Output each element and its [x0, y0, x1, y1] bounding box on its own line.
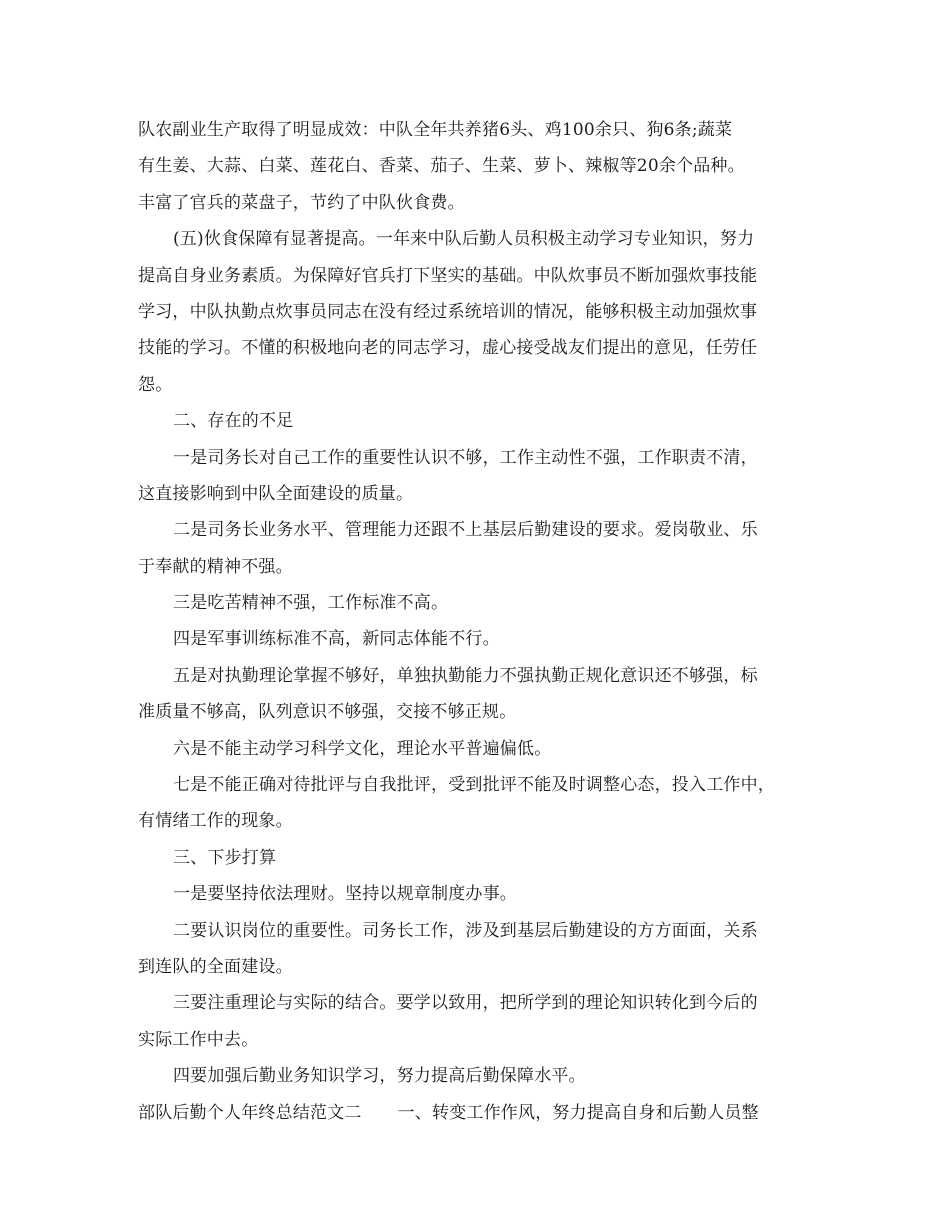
text-line: 学习，中队执勤点炊事员同志在没有经过系统培训的情况，能够积极主动加强炊事	[138, 301, 758, 322]
paragraph-start: 四要加强后勤业务知识学习，努力提高后勤保障水平。	[173, 1066, 586, 1087]
paragraph-start: 四是军事训练标准不高，新同志体能不行。	[173, 629, 500, 650]
text-line: 提高自身业务素质。为保障好官兵打下坚实的基础。中队炊事员不断加强炊事技能	[138, 265, 758, 286]
text-line: 有生姜、大蒜、白菜、莲花白、香菜、茄子、生菜、萝卜、辣椒等20余个品种。	[138, 156, 745, 177]
paragraph-start: 六是不能主动学习科学文化，理论水平普遍偏低。	[173, 738, 552, 759]
document-title-two: 部队后勤个人年终总结范文二	[138, 1102, 362, 1123]
paragraph-start: (五)伙食保障有显著提高。一年来中队后勤人员积极主动学习专业知识，努力	[173, 229, 755, 250]
text-line: 队农副业生产取得了明显成效：中队全年共养猪6头、鸡100余只、狗6条;蔬菜	[138, 120, 733, 140]
paragraph-start: 三要注重理论与实际的结合。要学以致用，把所学到的理论知识转化到今后的	[173, 993, 758, 1014]
paragraph-start: 二是司务长业务水平、管理能力还跟不上基层后勤建设的要求。爱岗敬业、乐	[173, 520, 758, 541]
paragraph-start: 三是吃苦精神不强，工作标准不高。	[173, 593, 449, 614]
title-line	[138, 1095, 828, 1131]
text-line: 于奉献的精神不强。	[138, 556, 293, 577]
text-line: 准质量不够高，队列意识不够强，交接不够正规。	[138, 702, 517, 723]
text-line: 怨。	[138, 374, 173, 395]
text-line: 实际工作中去。	[138, 1029, 259, 1050]
text-line: 技能的学习。不懂的积极地向老的同志学习，虚心接受战友们提出的意见，任劳任	[138, 338, 758, 359]
text-line: 这直接影响到中队全面建设的质量。	[138, 483, 414, 504]
section-heading: 三、下步打算	[173, 847, 277, 868]
section-heading: 二、存在的不足	[173, 411, 294, 432]
paragraph-start: 五是对执勤理论掌握不够好，单独执勤能力不强执勤正规化意识还不够强，标	[173, 665, 758, 686]
section-heading-inline: 一、转变工作作风，努力提高自身和后勤人员整	[397, 1102, 759, 1123]
paragraph-start: 七是不能正确对待批评与自我批评，受到批评不能及时调整心态，投入工作中，	[173, 775, 775, 796]
paragraph-start: 二要认识岗位的重要性。司务长工作，涉及到基层后勤建设的方方面面，关系	[173, 920, 758, 941]
text-line: 有情绪工作的现象。	[138, 811, 293, 832]
text-line: 丰富了官兵的菜盘子，节约了中队伙食费。	[138, 192, 465, 213]
text-line: 到连队的全面建设。	[138, 956, 293, 977]
paragraph-start: 一是司务长对自己工作的重要性认识不够，工作主动性不强，工作职责不清，	[173, 447, 758, 468]
document-page	[138, 112, 828, 1131]
paragraph-start: 一是要坚持依法理财。坚持以规章制度办事。	[173, 884, 517, 905]
